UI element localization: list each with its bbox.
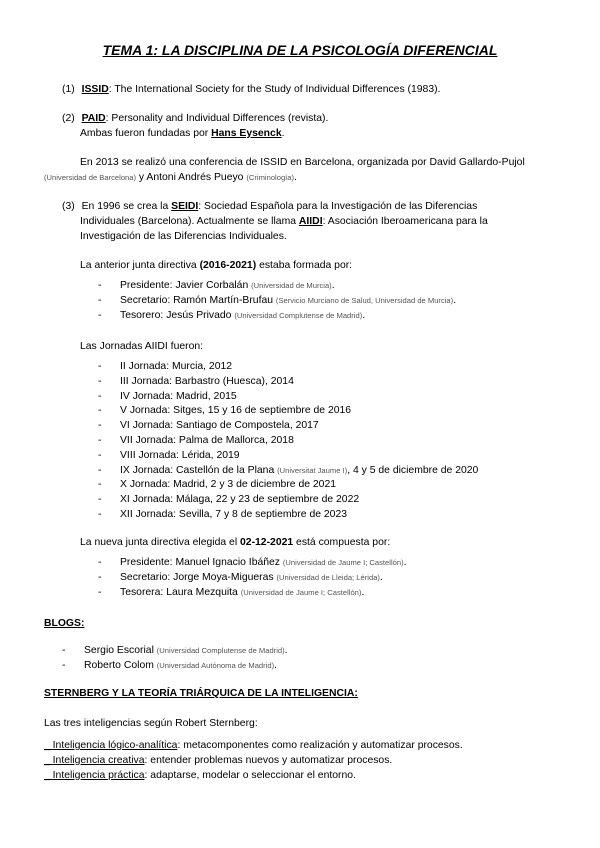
intelligence-name: Inteligencia práctica	[52, 769, 145, 781]
founders-prefix: Ambas fueron fundadas por	[80, 128, 212, 139]
sternberg-intro: Las tres inteligencias según Robert Sternberg:	[44, 718, 258, 729]
blog-name: Roberto Colom	[84, 659, 157, 671]
founders-line	[80, 128, 284, 139]
founders-suffix: .	[281, 128, 285, 139]
member-role: Presidente: Manuel Ignacio Ibáñez	[120, 557, 283, 568]
affiliation: (Universidad de Barcelona)	[44, 173, 137, 182]
item-text: : Sociedad Española para la Investigación de las Diferencias	[198, 201, 478, 212]
list-item	[98, 450, 478, 465]
jornada-end: , 4 y 5 de diciembre de 2020	[347, 464, 479, 476]
item-text: : The International Society for the Study of Individual Differences (1983).	[108, 84, 441, 95]
acronym-aiidi: AIIDI	[298, 216, 323, 227]
member-end: .	[331, 280, 335, 291]
member-end: .	[453, 294, 457, 306]
founder-name: Hans Eysenck	[211, 128, 282, 139]
jornada-text: VIII Jornada: Lérida, 2019	[120, 449, 240, 461]
member-end: .	[361, 586, 365, 598]
member-end: .	[403, 557, 407, 568]
list-item	[98, 420, 478, 435]
affiliation: (Universidad de Lleida; Lérida)	[276, 572, 380, 582]
item-pre: En 1996 se crea la	[81, 201, 172, 212]
intro-date: 02-12-2021	[240, 537, 294, 548]
conference-line1: En 2013 se realizó una conferencia de ISSID en Barcelona, organizada por David Gallardo-Pujol	[80, 157, 525, 168]
dash: -	[98, 405, 102, 417]
list-item	[98, 587, 407, 602]
list-item	[98, 509, 478, 524]
intelligence-desc: : entender problemas nuevos y automatizar procesos.	[144, 754, 393, 766]
dash: -	[98, 494, 102, 506]
item-number: (2)	[62, 113, 75, 124]
dash: -	[98, 557, 102, 568]
board-new-list	[98, 557, 407, 601]
jornada-text: III Jornada: Barbastro (Huesca), 2014	[120, 375, 294, 387]
dash: -	[98, 361, 102, 372]
dash: -	[98, 390, 102, 402]
sternberg-list	[44, 740, 463, 784]
item-issid	[62, 84, 440, 95]
list-item	[44, 755, 463, 770]
member-role: Secretario: Ramón Martín-Brufau	[120, 294, 276, 306]
dash: -	[62, 659, 66, 671]
blogs-list	[62, 645, 288, 675]
jornada-text: V Jornada: Sitges, 15 y 16 de septiembre de 2016	[120, 405, 352, 417]
item-number: (3)	[62, 201, 75, 212]
dash: -	[98, 449, 102, 461]
blog-name: Sergio Escorial	[84, 645, 157, 656]
dash: -	[98, 479, 102, 491]
intelligence-desc: : adaptarse, modelar o seleccionar el entorno.	[144, 769, 356, 781]
item-paid	[62, 113, 328, 124]
jornadas-list	[98, 361, 478, 524]
intelligence-name: Inteligencia lógico-analítica	[52, 740, 178, 751]
affiliation: (Universidad de Murcia)	[251, 281, 332, 290]
dash: -	[98, 508, 102, 520]
jornada-text: IV Jornada: Madrid, 2015	[120, 390, 237, 402]
board-old-intro	[80, 260, 352, 271]
list-item	[98, 280, 456, 295]
intelligence-desc: : metacomponentes como realización y automatizar procesos.	[177, 740, 463, 751]
acronym-issid: ISSID	[81, 84, 109, 95]
item-prefix: _	[44, 769, 53, 781]
list-item	[98, 494, 478, 509]
line2-post: : Asociación Iberoamericana para la	[322, 216, 488, 227]
list-item	[98, 361, 478, 376]
member-role: Presidente: Javier Corbalán	[120, 280, 252, 291]
affiliation: (Universidad de Jaume I; Castellón)	[240, 587, 362, 597]
affiliation: (Universidad Complutense de Madrid)	[156, 646, 285, 655]
intelligence-name: Inteligencia creativa	[52, 754, 145, 766]
intro-pre: La nueva junta directiva elegida el	[80, 537, 241, 548]
dash: -	[98, 464, 102, 476]
item-prefix: _	[44, 754, 53, 766]
list-item	[98, 435, 478, 450]
item-number: (1)	[62, 84, 75, 95]
jornada-text: X Jornada: Madrid, 2 y 3 de diciembre de 2021	[120, 479, 337, 491]
list-item	[98, 376, 478, 391]
list-item	[98, 405, 478, 420]
dash: -	[98, 586, 102, 598]
list-item	[44, 740, 463, 755]
list-item	[98, 572, 407, 587]
affiliation: (Universitat Jaume I)	[277, 465, 348, 475]
member-end: .	[379, 571, 383, 583]
member-role: Secretario: Jorge Moya-Migueras	[120, 571, 277, 583]
blog-end: .	[274, 659, 277, 671]
jornadas-intro: Las Jornadas AIIDI fueron:	[80, 341, 204, 352]
item-seidi	[62, 201, 477, 212]
jornada-text: XII Jornada: Sevilla, 7 y 8 de septiembre de 2023	[120, 508, 348, 520]
list-item	[44, 770, 463, 785]
member-role: Tesorero: Jesús Privado	[120, 309, 235, 321]
item-seidi-line2	[80, 216, 488, 227]
acronym-seidi: SEIDI	[171, 201, 199, 212]
intro-post: está compuesta por:	[293, 537, 391, 548]
board-old-list	[98, 280, 456, 324]
affiliation: (Servicio Murciano de Salud, Universidad de Murcia)	[275, 295, 454, 305]
list-item	[62, 645, 288, 660]
intro-pre: La anterior junta directiva	[80, 260, 200, 271]
affiliation: (Criminología)	[246, 173, 295, 182]
item-seidi-line3: Investigación de las Diferencias Individuales.	[80, 231, 287, 242]
list-item	[98, 391, 478, 406]
line2-pre: Individuales (Barcelona). Actualmente se llama	[80, 216, 299, 227]
conference-end: .	[294, 172, 297, 183]
dash: -	[98, 309, 102, 321]
blog-end: .	[284, 645, 288, 656]
jornada-text: VI Jornada: Santiago de Compostela, 2017	[120, 420, 319, 432]
sternberg-heading: STERNBERG Y LA TEORÍA TRIÁRQUICA DE LA INTELIGENCIA:	[44, 688, 358, 699]
list-item	[98, 465, 478, 480]
list-item	[98, 557, 407, 572]
list-item	[98, 479, 478, 494]
dash: -	[98, 420, 102, 432]
jornada-text: XI Jornada: Málaga, 22 y 23 de septiembre de 2022	[120, 494, 360, 506]
conference-line2	[44, 172, 297, 183]
acronym-paid: PAID	[81, 113, 106, 124]
page-title: TEMA 1: LA DISCIPLINA DE LA PSICOLOGÍA DIFERENCIAL	[102, 42, 498, 58]
jornada-text: IX Jornada: Castellón de la Plana	[120, 464, 278, 476]
intro-post: estaba formada por:	[256, 260, 353, 271]
dash: -	[62, 645, 66, 656]
list-item	[98, 295, 456, 310]
jornada-text: II Jornada: Murcia, 2012	[120, 361, 233, 372]
jornada-text: VII Jornada: Palma de Mallorca, 2018	[120, 434, 294, 446]
list-item	[98, 310, 456, 325]
affiliation: (Universidad Complutense de Madrid)	[234, 310, 363, 320]
item-text: : Personality and Individual Differences (revista).	[105, 113, 329, 124]
blogs-heading: BLOGS:	[44, 618, 85, 629]
dash: -	[98, 375, 102, 387]
intro-years: (2016-2021)	[199, 260, 257, 271]
list-item	[62, 660, 288, 675]
affiliation: (Universidad de Jaume I; Castellón)	[282, 558, 404, 567]
dash: -	[98, 294, 102, 306]
board-new-intro	[80, 537, 390, 548]
member-role: Tesorera: Laura Mezquita	[120, 586, 241, 598]
item-prefix: _	[44, 740, 53, 751]
conference-mid: y Antoni Andrés Pueyo	[136, 172, 247, 183]
member-end: .	[362, 309, 366, 321]
dash: -	[98, 280, 102, 291]
dash: -	[98, 434, 102, 446]
affiliation: (Universidad Autónoma de Madrid)	[156, 660, 275, 670]
dash: -	[98, 571, 102, 583]
